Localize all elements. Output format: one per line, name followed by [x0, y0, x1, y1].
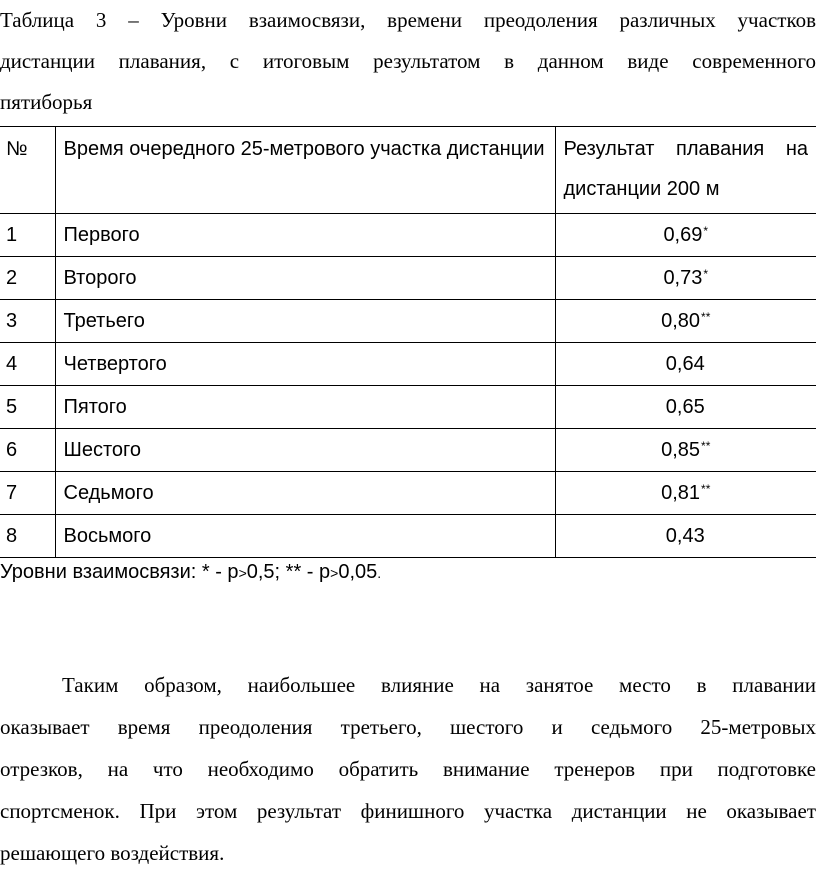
caption-line: пятиборья — [0, 90, 93, 114]
row-segment: Первого — [55, 214, 555, 257]
header-result: Результат плавания на дистанции 200 м — [555, 127, 816, 214]
value-text: 0,73 — [663, 267, 703, 289]
header-number: № — [0, 127, 55, 214]
row-value — [555, 472, 816, 515]
note-value-1: 0,5; ** - р — [246, 561, 331, 583]
significance-mark: * — [703, 224, 709, 238]
paragraph-line: решающего воздействия. — [0, 841, 225, 865]
caption-line: дистанции плавания, с итоговым результатом в данном виде современного — [0, 49, 816, 73]
row-segment: Второго — [55, 257, 555, 300]
significance-mark: ** — [701, 439, 711, 453]
paragraph-line: оказывает время преодоления третьего, шестого и седьмого 25-метровых — [0, 715, 816, 739]
significance-mark: ** — [701, 310, 711, 324]
row-value — [555, 429, 816, 472]
row-value — [555, 300, 816, 343]
significance-note — [0, 556, 381, 589]
table-row — [0, 386, 816, 429]
row-segment: Четвертого — [55, 343, 555, 386]
row-segment: Восьмого — [55, 515, 555, 558]
value-text: 0,64 — [665, 353, 705, 375]
table-row — [0, 515, 816, 558]
row-segment: Седьмого — [55, 472, 555, 515]
conclusion-paragraph — [0, 664, 816, 874]
table-row — [0, 472, 816, 515]
row-number: 3 — [0, 300, 55, 343]
note-end: . — [377, 565, 382, 581]
row-segment: Пятого — [55, 386, 555, 429]
row-number: 5 — [0, 386, 55, 429]
row-segment: Третьего — [55, 300, 555, 343]
value-text: 0,80 — [661, 310, 701, 332]
row-value — [555, 343, 816, 386]
table-row — [0, 300, 816, 343]
table-row — [0, 214, 816, 257]
paragraph-line: спортсменок. При этом результат финишного участка дистанции не оказывает — [0, 799, 816, 823]
note-prefix: Уровни взаимосвязи: * - р — [0, 561, 239, 583]
paragraph-line: Таким образом, наибольшее влияние на занятое место в плавании — [62, 673, 816, 697]
row-number: 8 — [0, 515, 55, 558]
note-value-2: 0,05 — [338, 561, 378, 583]
value-text: 0,43 — [665, 525, 705, 547]
row-number: 1 — [0, 214, 55, 257]
significance-mark: * — [703, 267, 709, 281]
note-gt: > — [238, 565, 247, 581]
header-segment: Время очередного 25-метрового участка дистанции — [55, 127, 555, 214]
table-caption — [0, 0, 816, 123]
value-text: 0,81 — [661, 482, 701, 504]
significance-mark: ** — [701, 482, 711, 496]
caption-line: Таблица 3 – Уровни взаимосвязи, времени преодоления различных участков — [0, 8, 816, 32]
table-header-row — [0, 127, 816, 214]
paragraph-line: отрезков, на что необходимо обратить внимание тренеров при подготовке — [0, 757, 816, 781]
table-row — [0, 343, 816, 386]
row-value — [555, 515, 816, 558]
row-value — [555, 386, 816, 429]
row-value — [555, 257, 816, 300]
value-text: 0,65 — [665, 396, 705, 418]
value-text: 0,85 — [661, 439, 701, 461]
row-number: 6 — [0, 429, 55, 472]
row-number: 7 — [0, 472, 55, 515]
row-value — [555, 214, 816, 257]
value-text: 0,69 — [663, 224, 703, 246]
table-row — [0, 429, 816, 472]
note-gt: > — [330, 565, 339, 581]
row-segment: Шестого — [55, 429, 555, 472]
row-number: 4 — [0, 343, 55, 386]
table-row — [0, 257, 816, 300]
row-number: 2 — [0, 257, 55, 300]
correlation-table — [0, 126, 816, 558]
